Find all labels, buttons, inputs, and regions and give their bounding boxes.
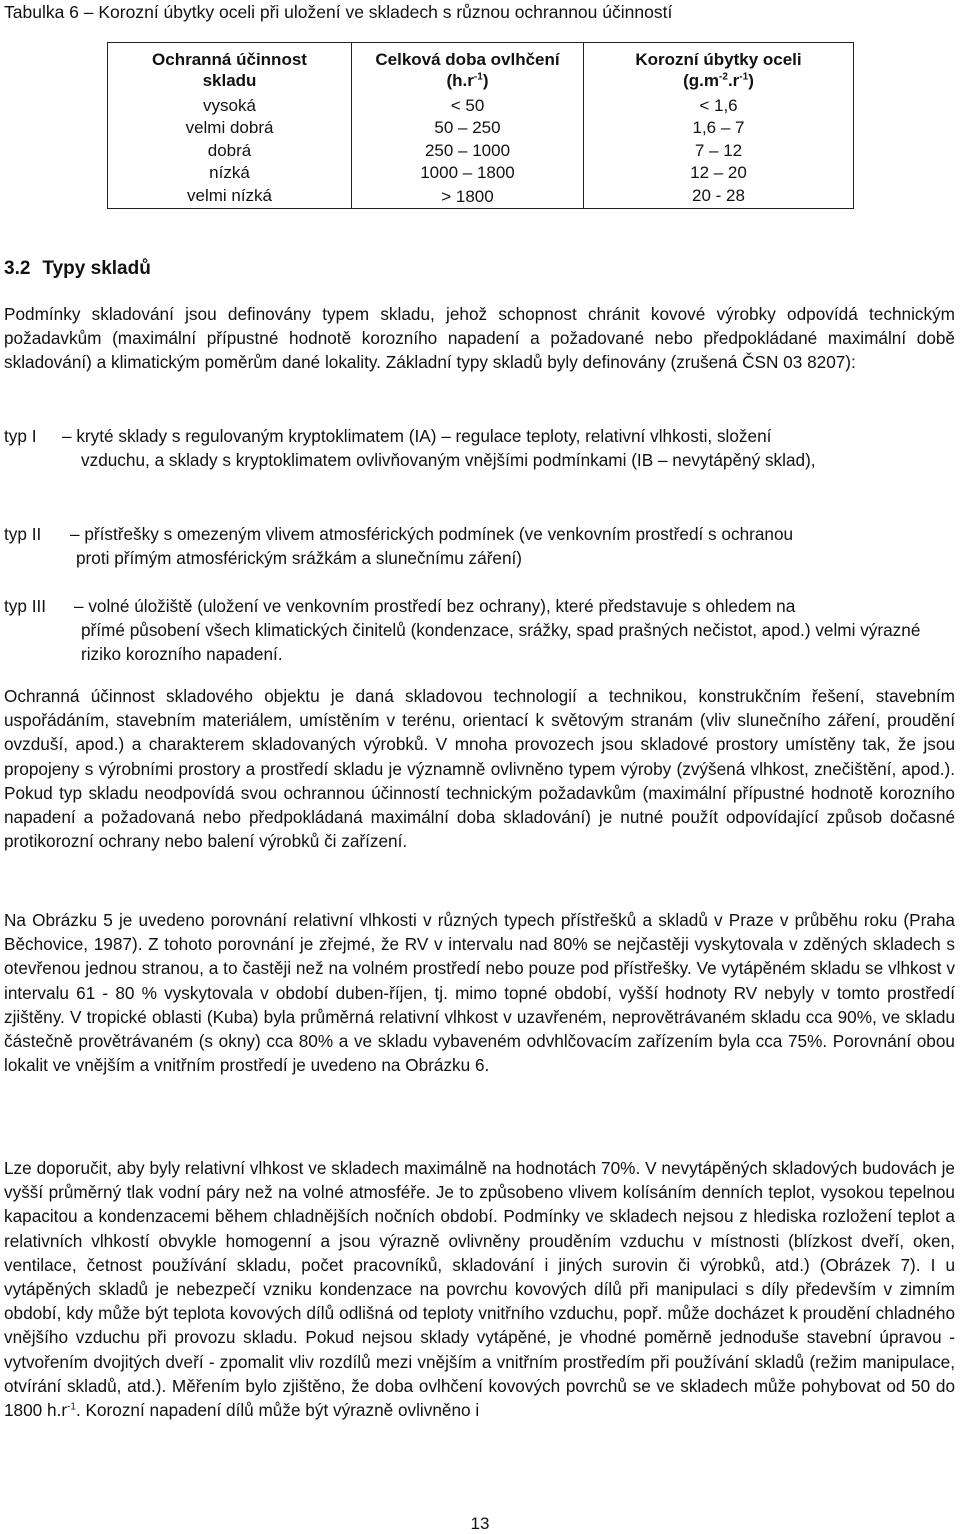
table-header-wetness: Celková doba ovlhčení $(h.r^{-1})$ xyxy=(375,50,560,90)
type-description-first-line: – kryté sklady s regulovaným kryptoklimatem (IA) – regulace teploty, relativní vlhkosti, složení xyxy=(62,426,772,446)
table-cell: 20 - 28 xyxy=(692,185,745,205)
table-cell: 1000 – 1800 xyxy=(420,163,515,183)
table-cell: > 1800 xyxy=(441,186,494,206)
table-cells-wetness xyxy=(352,95,583,208)
table-cell: dobrá xyxy=(207,140,252,160)
paragraph-protection-efficiency: Ochranná účinnost skladového objektu je daná skladovou technologií a technikou, konstrukčním řešení, stavebním uspořádáním, stavebním materiálem, umístěním v terénu, orientací k světovým stranám (vliv slunečního záření, proudění ovzduší, apod.) a charakterem skladovaných výrobků. V mnoha provozech jsou skladové prostory umístěny tak, že jsou propojeny s výrobními prostory a prostředí skladu je významně ovlivněno typem výroby (zvýšená vlhkost, znečištění, apod.). Pokud typ skladu neodpovídá svou ochrannou účinností technickým požadavkům (maximální přípustné hodnotě korozního napadení a požadovaná nebo předpokládaná maximální doba skladování) je nutné použít odpovídající způsob dočasné protikorozní ochrany nebo balení výrobků či zařízení. xyxy=(4,686,955,852)
type-description-first-line: – volné úložiště (uložení ve venkovním prostředí bez ochrany), které představuje s ohledem na xyxy=(74,596,796,616)
table-column-protection xyxy=(108,43,351,208)
table-cells-protection xyxy=(108,95,351,207)
type-description-first-line: – přístřešky s omezeným vlivem atmosférických podmínek (ve venkovním prostředí s ochranou xyxy=(70,524,794,544)
type-item-3 xyxy=(4,594,955,667)
type-item-2 xyxy=(4,522,955,570)
table-cell: velmi nízká xyxy=(186,185,273,205)
table-cell: < 1,6 xyxy=(699,96,738,115)
paragraph-storage-conditions: Podmínky skladování jsou definovány typem skladu, jehož schopnost chránit kovové výrobky odpovídá technickým požadavkům (maximální přípustné hodnotě korozního napadení a požadované nebo předpokládané maximální době skladování) a klimatickým poměrům dané lokality. Základní typy skladů byly definovány (zrušená ČSN 03 8207): xyxy=(4,304,955,373)
paragraph-humidity-comparison: Na Obrázku 5 je uvedeno porovnání relativní vlhkosti v různých typech přístřešků a skladů v Praze v průběhu roku (Praha Běchovice, 1987). Z tohoto porovnání je zřejmé, že RV v intervalu nad 80% se nejčastěji vyskytovala v zděných skladech s otevřenou jednou stranou, a to častěji než na volném prostředí nebo pouze pod přístřešky. Ve vytápěném skladu se vlhkost v intervalu 61 - 80 % vyskytovala v období duben-říjen, tj. mimo topné období, vyšší hodnoty RV nebyly v tomto prostředí zjištěny. V tropické oblasti (Kuba) byla průměrná relativní vlhkost v uzavřeném, neprovětrávaném skladu cca 90%, ve skladu částečně provětrávaném (s okny) cca 80% a ve skladu vybaveném odvhlčovacím zařízením byla cca 75%. Porovnání obou lokalit ve vnějším a vnitřním prostředí je uvedeno na Obrázku 6. xyxy=(4,910,955,1076)
table-column-loss xyxy=(583,43,853,208)
table-cell: < 50 xyxy=(450,96,485,115)
table-column-wetness xyxy=(351,43,583,208)
table-cell: 250 – 1000 xyxy=(424,140,511,160)
section-number: 3.2 xyxy=(4,258,31,279)
type-description-rest: přímé působení všech klimatických činitelů (kondenzace, srážky, spad prašných nečistot, apod.) velmi výrazné riziko korozního napadení. xyxy=(81,620,921,665)
table-cell: velmi dobrá xyxy=(185,118,274,138)
table-cell: nízká xyxy=(209,163,250,183)
section-title: Typy skladů xyxy=(42,258,151,279)
table-caption: Tabulka 6 – Korozní úbytky oceli při uložení ve skladech s různou ochrannou účinností xyxy=(4,2,673,22)
type-label: typ I xyxy=(4,426,37,446)
type-label: typ III xyxy=(4,596,47,616)
table-cell: 7 – 12 xyxy=(694,140,743,160)
type-label: typ II xyxy=(4,524,42,544)
type-description-rest: vzduchu, a sklady s kryptoklimatem ovlivňovaným vnějšími podmínkami (IB – nevytápěný sklad), xyxy=(81,450,816,471)
table-cell: vysoká xyxy=(203,96,256,115)
paragraph-recommendation: Lze doporučit, aby byly relativní vlhkost ve skladech maximálně na hodnotách 70%. V nevytápěných skladových budovách je vyšší průměrný tlak vodní páry než na volné atmosféře. Je to způsobeno vlivem kolísáním denních teplot, vysokou tepelnou kapacitou a kondenzacemi během chladnějších nočních období. Podmínky ve skladech nejsou z hlediska rozložení teplot a relativních vlhkostí obvykle homogenní a jsou výrazně ovlivněny prouděním vzduchu v místnosti (blízkost dveří, oken, ventilace, četnost používání skladu, počet pracovníků, skladování i jiných surovin či výrobků, atd.) (Obrázek 7). I u vytápěných skladů je nebezpečí vzniku kondenzace na povrchu kovových dílů při manipulaci s díly především v zimním období, kdy může být teplota kovových dílů odlišná od teploty vnitřního vzduchu, popř. může docházet k proudění chladného vnějšího vzduchu při provozu skladu. Pokud nejsou sklady vytápěné, je vhodné poměrně jednoduše stavební úpravou - vytvořením dvojitých dveří - zpomalit vliv rozdílů mezi vnějším a vnitřním prostředím při používání skladů (režim manipulace, otvírání skladů, atd.). Měřením bylo zjištěno, že doba ovlhčení kovových povrchů se ve skladech může pohybovat od 50 do 1800 $h.r^{-1}$. Korozní napadení dílů může být výrazně ovlivněno i xyxy=(4,1158,955,1421)
table-header-protection: Ochranná účinnost skladu xyxy=(152,50,307,90)
table-cells-loss xyxy=(584,95,853,207)
table-cell: 12 – 20 xyxy=(690,163,747,183)
table-header-loss: Korozní úbytky oceli $(g.m^{-2}.r^{-1})$ xyxy=(635,50,802,90)
corrosion-table xyxy=(107,42,854,209)
type-description-rest: proti přímým atmosférickým srážkám a slunečnímu záření) xyxy=(76,548,523,569)
table-cell: 1,6 – 7 xyxy=(692,118,745,138)
table-cell: 50 – 250 xyxy=(434,118,501,138)
page-number: 13 xyxy=(470,1514,490,1533)
type-item-1 xyxy=(4,424,955,472)
section-heading xyxy=(4,258,151,280)
